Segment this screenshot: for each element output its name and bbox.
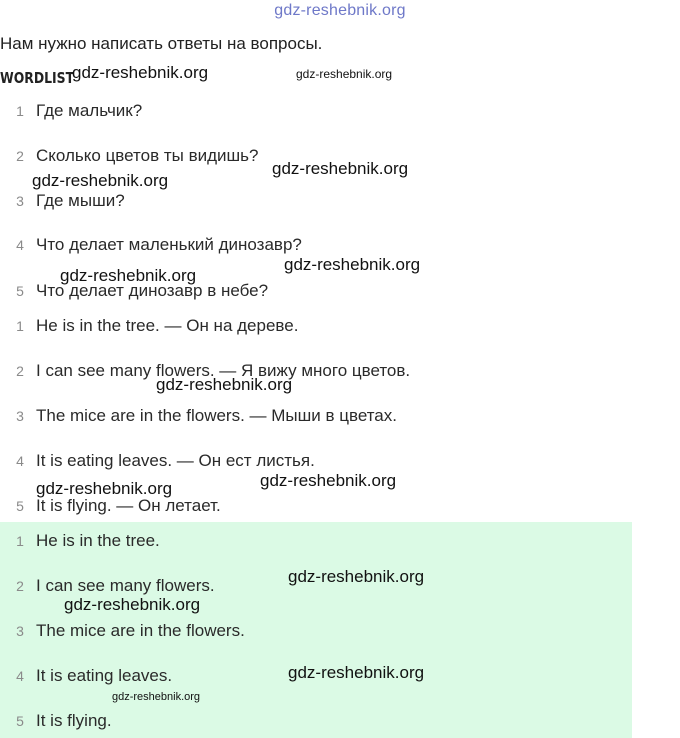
watermark: gdz-reshebnik.org bbox=[288, 663, 425, 682]
answer-number: 4 bbox=[16, 453, 24, 469]
watermark: gdz-reshebnik.org bbox=[112, 691, 201, 703]
question-number: 4 bbox=[16, 237, 24, 253]
watermark: gdz-reshebnik.org bbox=[260, 471, 397, 490]
answer-translation-text: It is eating leaves. — Он ест листья. bbox=[36, 451, 315, 470]
site-watermark-header: gdz-reshebnik.org bbox=[274, 2, 406, 19]
answer-translation-text: He is in the tree. — Он на дереве. bbox=[36, 316, 299, 335]
watermark: gdz-reshebnik.org bbox=[36, 479, 173, 498]
watermark: gdz-reshebnik.org bbox=[296, 67, 393, 81]
answer-number: 2 bbox=[16, 363, 24, 379]
final-answer-number: 2 bbox=[16, 578, 24, 594]
answer-translation-text: The mice are in the flowers. — Мыши в цветах. bbox=[36, 406, 397, 425]
final-answer-text: It is eating leaves. bbox=[36, 666, 173, 685]
answer-number: 3 bbox=[16, 408, 24, 424]
watermark: gdz-reshebnik.org bbox=[60, 266, 197, 285]
wordlist-title: WORDLIST bbox=[0, 69, 75, 87]
question-number: 2 bbox=[16, 148, 24, 164]
answer-number: 5 bbox=[16, 498, 24, 514]
question-text: Что делает маленький динозавр? bbox=[36, 235, 302, 254]
final-answer-number: 3 bbox=[16, 623, 24, 639]
question-number: 5 bbox=[16, 283, 24, 299]
answer-translation-text: It is flying. — Он летает. bbox=[36, 496, 221, 515]
final-answer-text: I can see many flowers. bbox=[36, 576, 215, 595]
final-answer-number: 4 bbox=[16, 668, 24, 684]
watermark: gdz-reshebnik.org bbox=[288, 567, 425, 586]
question-text: Сколько цветов ты видишь? bbox=[36, 146, 259, 165]
question-number: 1 bbox=[16, 103, 24, 119]
watermark: gdz-reshebnik.org bbox=[32, 171, 169, 190]
final-answer-number: 5 bbox=[16, 713, 24, 729]
watermark: gdz-reshebnik.org bbox=[272, 159, 409, 178]
watermark: gdz-reshebnik.org bbox=[284, 255, 421, 274]
answer-translation-text: I can see many flowers. — Я вижу много цветов. bbox=[36, 361, 411, 380]
watermark: gdz-reshebnik.org bbox=[64, 595, 201, 614]
answer-number: 1 bbox=[16, 318, 24, 334]
final-answer-text: It is flying. bbox=[36, 711, 112, 730]
question-text: Где мальчик? bbox=[36, 101, 143, 120]
watermark: gdz-reshebnik.org bbox=[72, 63, 209, 82]
question-text: Что делает динозавр в небе? bbox=[36, 281, 269, 300]
final-answer-text: He is in the tree. bbox=[36, 531, 160, 550]
question-number: 3 bbox=[16, 193, 24, 209]
watermark: gdz-reshebnik.org bbox=[156, 375, 293, 394]
intro-text: Нам нужно написать ответы на вопросы. bbox=[0, 34, 323, 53]
final-answer-text: The mice are in the flowers. bbox=[36, 621, 245, 640]
question-text: Где мыши? bbox=[36, 191, 125, 210]
final-answer-number: 1 bbox=[16, 533, 24, 549]
